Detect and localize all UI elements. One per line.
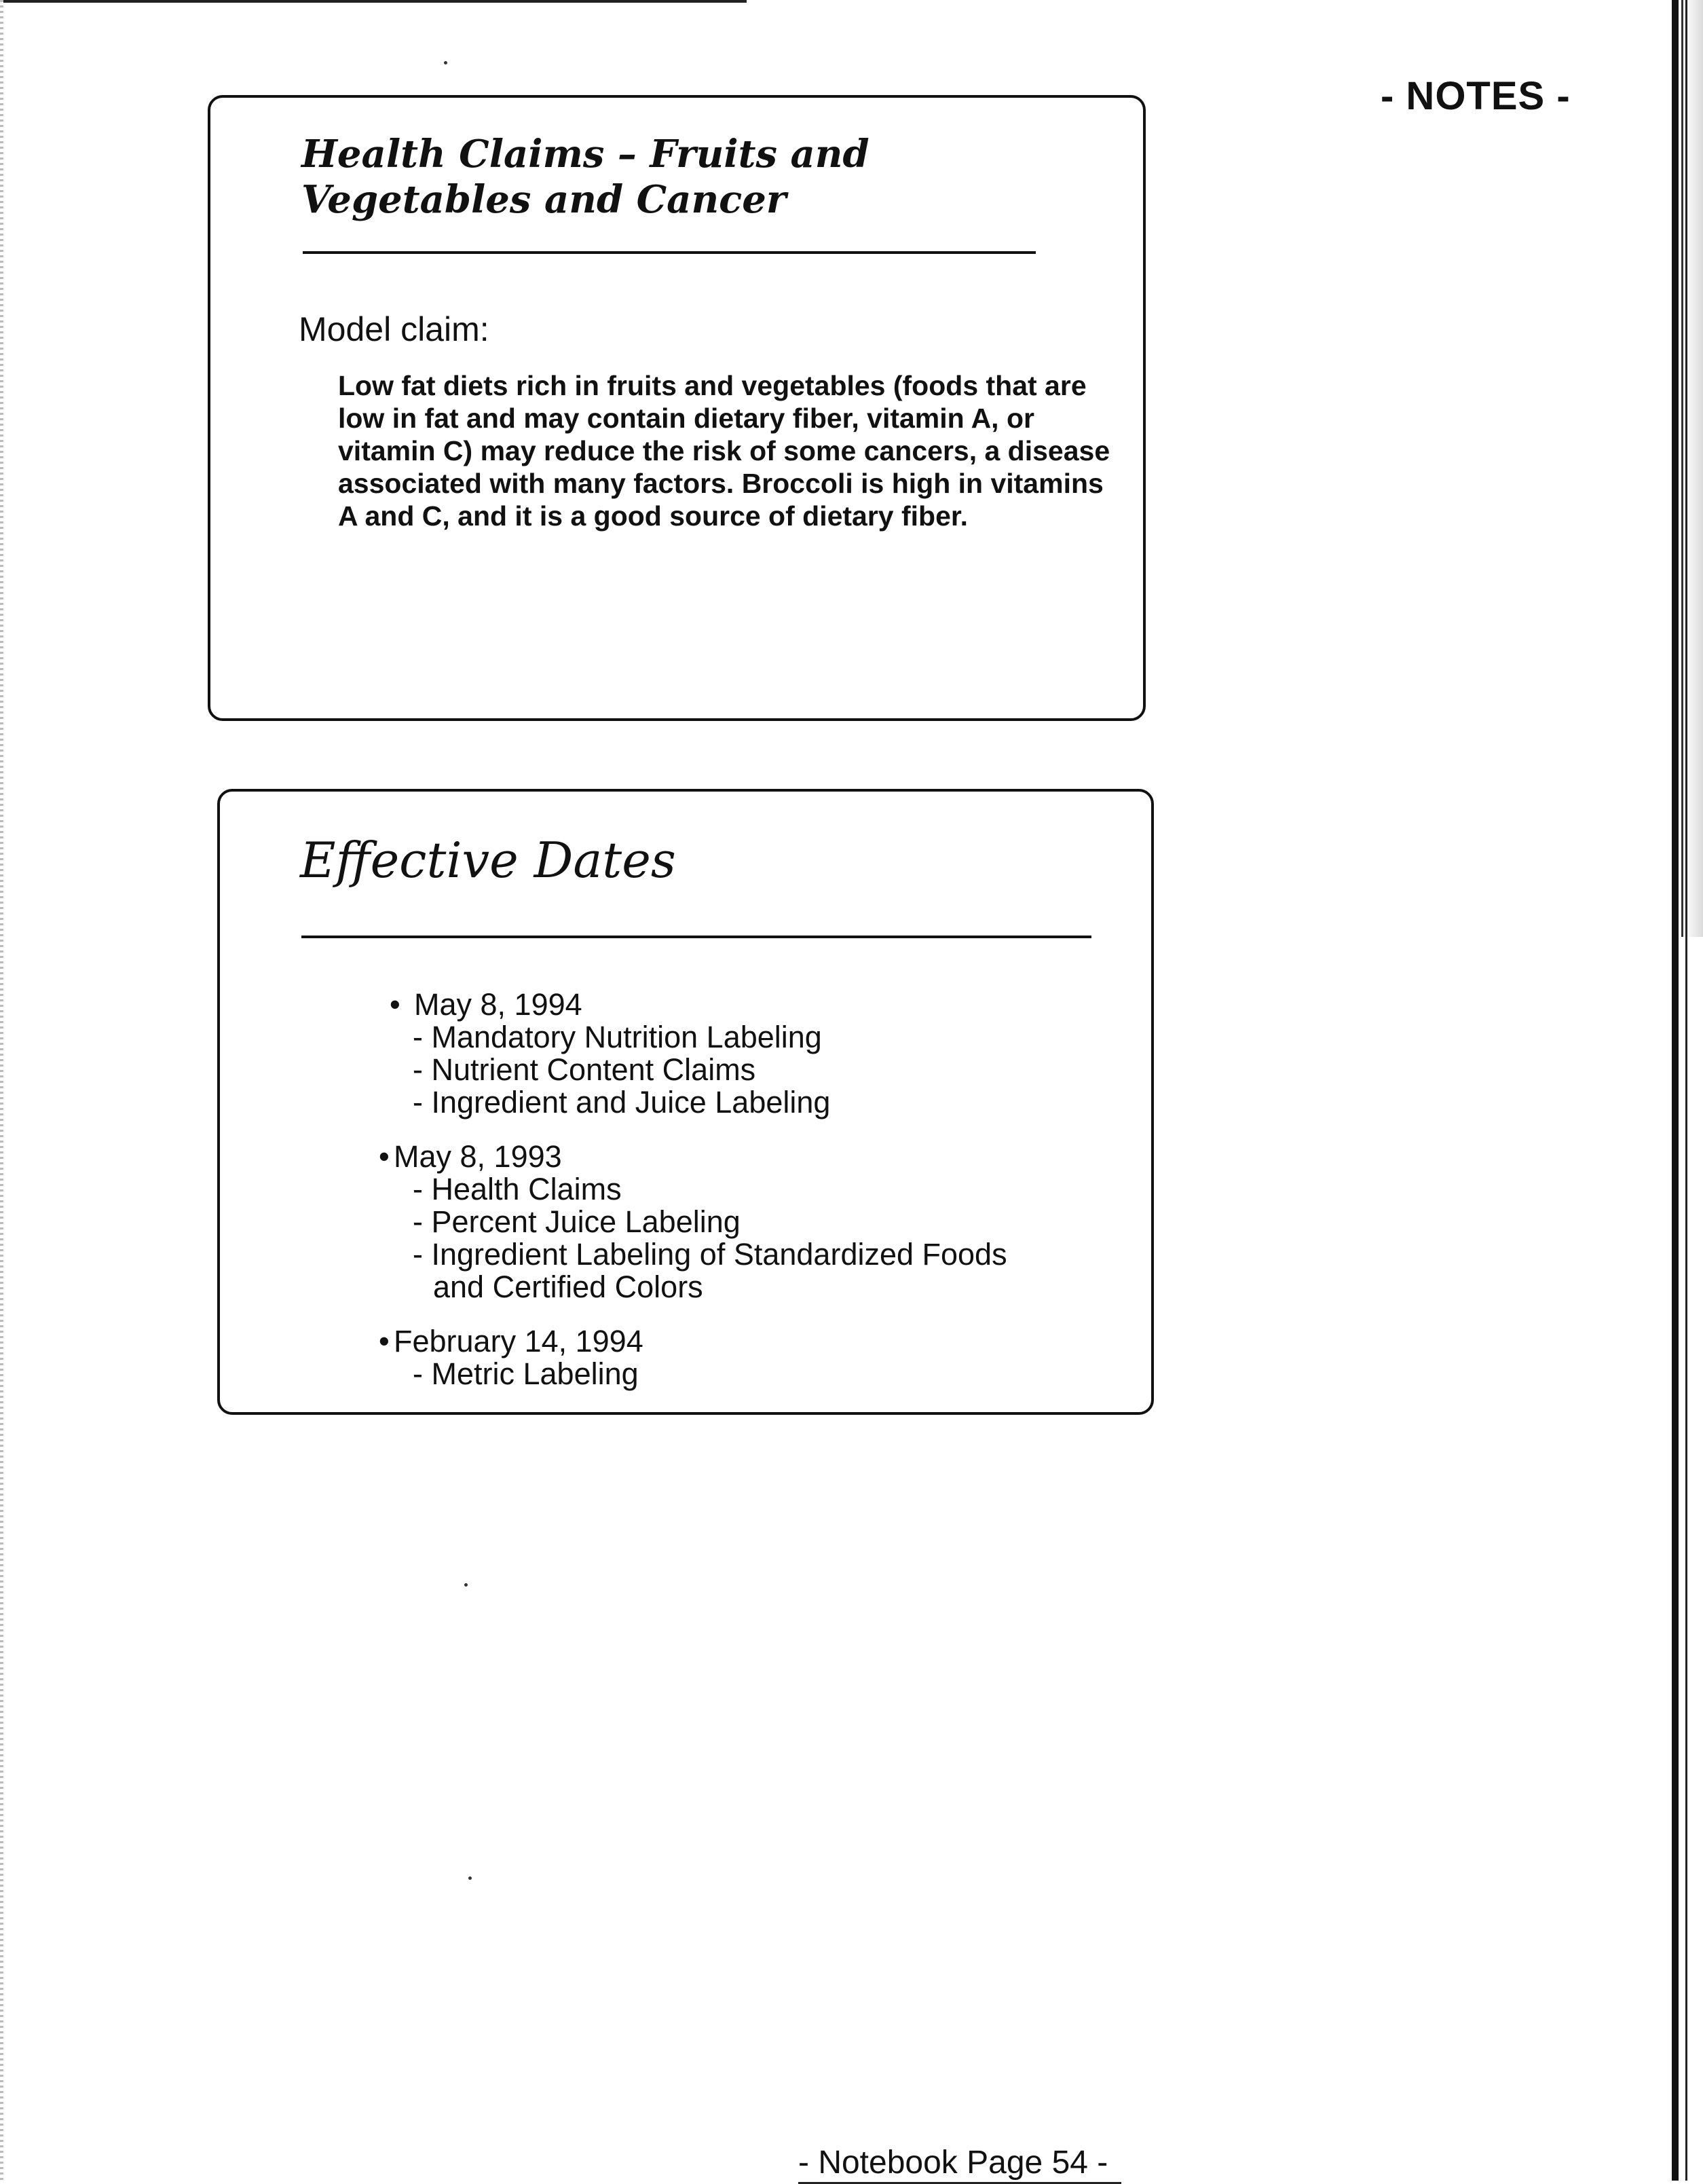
- title-rule: [303, 251, 1036, 254]
- date-heading: [379, 1141, 1146, 1173]
- slide-title: Effective Dates: [300, 832, 676, 889]
- slide-effective-dates: [217, 789, 1154, 1415]
- list-item: and Certified Colors: [433, 1270, 703, 1304]
- model-claim-text: Low fat diets rich in fruits and vegetables (foods that are low in fat and may contain dietary fiber, vitamin A, or vitamin C) may reduce the risk of some cancers, a disease associated with many factors. Broccoli is high in vitamins A and C, and it is a good source of dietary fiber.: [338, 370, 1110, 532]
- date-group: [379, 988, 1146, 1119]
- date-items: [390, 1021, 1146, 1119]
- bullet: •: [379, 1139, 390, 1174]
- list-item: - Ingredient and Juice Labeling: [413, 1085, 831, 1119]
- date-heading: [390, 988, 1146, 1021]
- date-items: [379, 1173, 1146, 1303]
- title-rule: [301, 936, 1091, 938]
- page-footer: [798, 2144, 1108, 2181]
- slide-health-claims: [208, 95, 1146, 721]
- model-claim-label: Model claim:: [299, 310, 489, 348]
- date-items: [379, 1358, 1146, 1390]
- list-item: - Ingredient Labeling of Standardized Foods: [413, 1237, 1007, 1272]
- date-group: [379, 1141, 1146, 1303]
- scan-speck: [444, 61, 447, 64]
- list-item: - Metric Labeling: [413, 1356, 639, 1391]
- list-item: - Mandatory Nutrition Labeling: [413, 1020, 822, 1054]
- scan-edge-line: [1685, 0, 1687, 2181]
- scan-left-edge: [0, 0, 3, 2181]
- scan-edge-bar: [1672, 0, 1679, 2181]
- scan-right-edge: [1668, 0, 1703, 2181]
- date-label: May 8, 1994: [414, 987, 582, 1022]
- scan-top-edge: [0, 0, 747, 3]
- date-label: May 8, 1993: [394, 1139, 562, 1174]
- effective-dates-list: [379, 988, 1146, 1390]
- date-label: February 14, 1994: [394, 1324, 643, 1358]
- scan-edge-shadow: [1681, 0, 1703, 937]
- footer-text: - Notebook Page 54 -: [798, 2145, 1108, 2181]
- list-item: - Nutrient Content Claims: [413, 1052, 756, 1087]
- date-heading: [379, 1325, 1146, 1358]
- date-group: [379, 1325, 1146, 1390]
- list-item: - Percent Juice Labeling: [413, 1204, 741, 1239]
- notes-heading: - NOTES -: [1381, 74, 1571, 118]
- bullet: •: [390, 987, 400, 1022]
- bullet: •: [379, 1324, 390, 1358]
- slide-title: Health Claims – Fruits and Vegetables and Cancer: [301, 132, 869, 223]
- list-item: - Health Claims: [413, 1172, 622, 1206]
- scan-speck: [464, 1583, 468, 1587]
- scan-speck: [468, 1876, 472, 1880]
